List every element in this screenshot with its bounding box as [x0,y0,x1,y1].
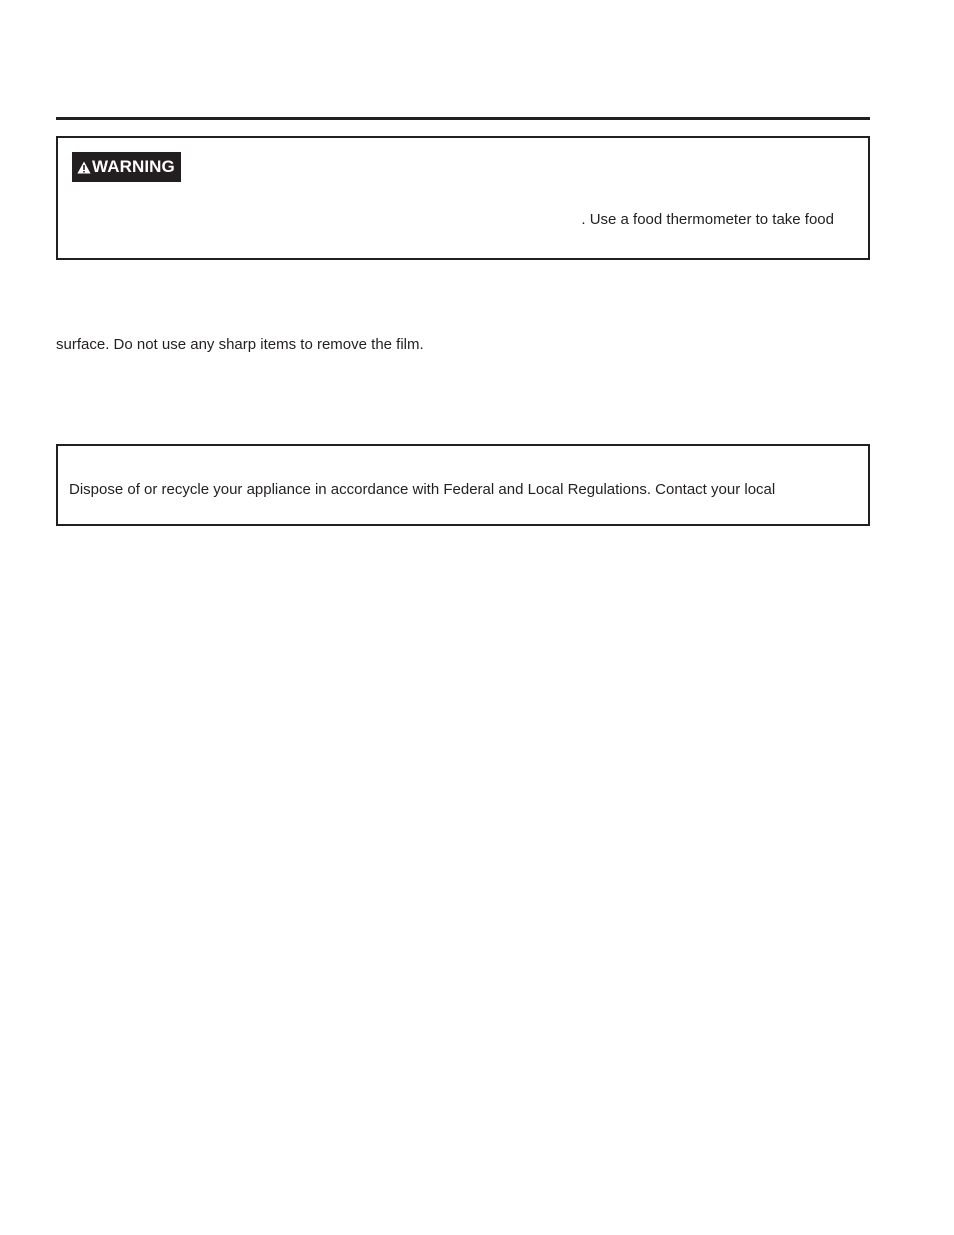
disposal-box [56,444,870,526]
warning-text: . Use a food thermometer to take food [581,211,834,228]
disposal-text: Dispose of or recycle your appliance in accordance with Federal and Local Regulations. Contact your local [69,481,776,498]
section-divider [56,117,870,120]
film-removal-text: surface. Do not use any sharp items to remove the film. [56,336,424,353]
warning-triangle-icon [77,161,91,174]
warning-label: WARNING [92,157,175,176]
warning-badge [72,152,181,182]
warning-box [56,136,870,260]
